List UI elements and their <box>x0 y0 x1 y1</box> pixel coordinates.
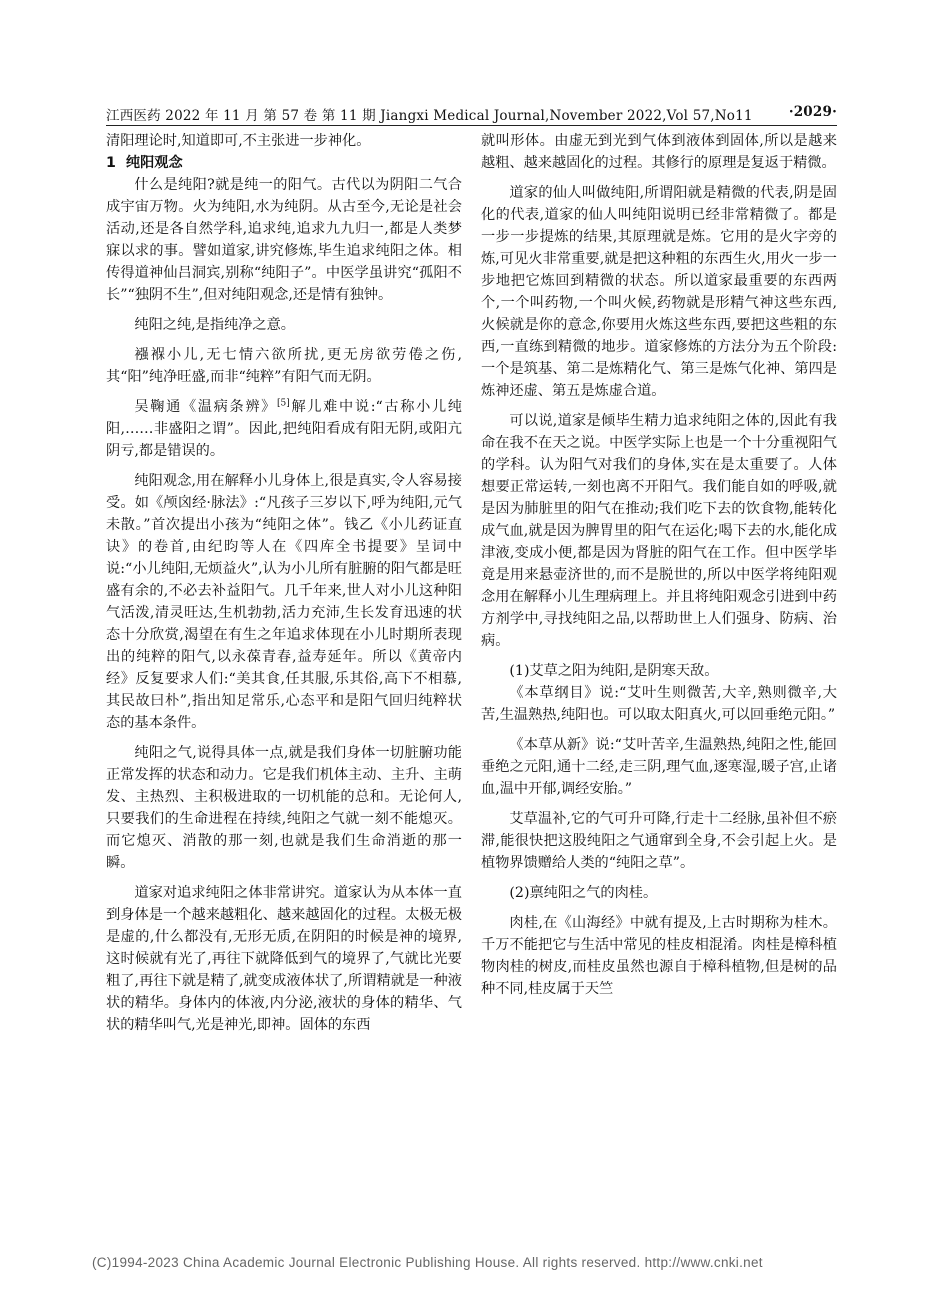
paragraph: 什么是纯阳?就是纯一的阳气。古代以为阴阳二气合成宇宙万物。火为纯阳,水为纯阴。从古至今,无论是社会活动,还是各自然学科,追求纯,追求九九归一,都是人类梦寐以求的事。譬如道家,讲究修炼,毕生追求纯阳之体。相传得道神仙吕洞宾,别称“纯阳子”。中医学虽讲究“孤阳不长”“独阴不生”,但对纯阳观念,还是情有独钟。 <box>106 177 462 303</box>
paragraph <box>106 396 462 462</box>
section-number: 1 <box>106 155 116 171</box>
paragraph: 《本草纲目》说:“艾叶生则微苦,大辛,熟则微辛,大苦,生温熟热,纯阳也。可以取太阳真火,可以回垂绝元阳。” <box>481 685 837 723</box>
citation-text: 解儿难中说:“古称小儿纯阳,……非盛阳之谓”。因此,把纯阳看成有阳无阴,或阳亢阴亏,都是错误的。 <box>106 399 462 459</box>
paragraph: 道家对追求纯阳之体非常讲究。道家认为从本体一直到身体是一个越来越粗化、越来越固化的过程。太极无极是虚的,什么都没有,无形无质,在阴阳的时候是神的境界,这时候就有光了,再往下就降低到气的境界了,气就比光要粗了,再往下就是精了,就变成液体状了,所谓精就是一种液状的精华。身体内的体液,内分泌,液状的身体的精华、气状的精华叫气,光是神光,即神。固体的东西 <box>106 885 462 1033</box>
section-title: 纯阳观念 <box>125 155 183 171</box>
running-header <box>106 104 837 126</box>
paragraph: 《本草从新》说:“艾叶苦辛,生温熟热,纯阳之性,能回垂绝之元阳,通十二经,走三阴,理气血,逐寒湿,暖子宫,止诸血,温中开郁,调经安胎。” <box>481 737 837 797</box>
right-column <box>481 130 837 1000</box>
reference-marker: [5] <box>277 398 290 409</box>
subheading: (2)禀纯阳之气的肉桂。 <box>509 885 658 901</box>
paragraph: 清阳理论时,知道即可,不主张进一步神化。 <box>106 133 371 149</box>
paragraph: 纯阳观念,用在解释小儿身体上,很是真实,令人容易接受。如《颅囟经·脉法》:“凡孩子三岁以下,呼为纯阳,元气未散。”首次提出小孩为“纯阳之体”。钱乙《小儿药证直诀》的卷首,由纪昀等人在《四库全书提要》呈词中说:“小儿纯阳,无烦益火”,认为小儿所有脏腑的阳气都是旺盛有余的,不必去补益阳气。几千年来,世人对小儿这种阳气活泼,清灵旺达,生机勃勃,活力充沛,生长发育迅速的状态十分欣赏,渴望在有生之年追求体现在小儿时期所表现出的纯粹的阳气,以永葆青春,益寿延年。所以《黄帝内经》反复要求人们:“美其食,任其服,乐其俗,高下不相慕,其民故曰朴”,指出知足常乐,心态平和是阳气回归纯粹状态的基本条件。 <box>106 473 462 731</box>
section-heading <box>106 152 462 174</box>
left-column <box>106 130 462 1036</box>
paragraph: 襁褓小儿,无七情六欲所扰,更无房欲劳倦之伤,其“阳”纯净旺盛,而非“纯粹”有阳气而无阴。 <box>106 347 462 385</box>
journal-citation: 江西医药 2022 年 11 月 第 57 卷 第 11 期 Jiangxi Medical Journal,November 2022,Vol 57,No11 <box>106 108 753 124</box>
paragraph: 艾草温补,它的气可升可降,行走十二经脉,虽补但不瘀滞,能很快把这股纯阳之气通窜到全身,不会引起上火。是植物界馈赠给人类的“纯阳之草”。 <box>481 811 837 871</box>
paragraph: 纯阳之纯,是指纯净之意。 <box>134 317 295 333</box>
paragraph: 可以说,道家是倾毕生精力追求纯阳之体的,因此有我命在我不在天之说。中医学实际上也是一个十分重视阳气的学科。认为阳气对我们的身体,实在是太重要了。人体想要正常运转,一刻也离不开阳气。我们能自如的呼吸,就是因为肺脏里的阳气在推动;我们吃下去的饮食物,能转化成气血,就是因为脾胃里的阳气在运化;喝下去的水,能化成津液,变成小便,都是因为肾脏的阳气在工作。但中医学毕竟是用来悬壶济世的,而不是脱世的,所以中医学将纯阳观念用在解释小儿生理病理上。并且将纯阳观念引进到中药方剂学中,寻找纯阳之品,以帮助世上人们强身、防病、治病。 <box>481 413 837 649</box>
paragraph: 肉桂,在《山海经》中就有提及,上古时期称为桂木。千万不能把它与生活中常见的桂皮相混淆。肉桂是樟科植物肉桂的树皮,而桂皮虽然也源自于樟科植物,但是树的品种不同,桂皮属于天竺 <box>481 915 837 997</box>
copyright-footer: (C)1994-2023 China Academic Journal Electronic Publishing House. All rights reserved. http://www.cnki.net <box>92 1255 763 1270</box>
paragraph: 纯阳之气,说得具体一点,就是我们身体一切脏腑功能正常发挥的状态和动力。它是我们机体主动、主升、主萌发、主热烈、主积极进取的一切机能的总和。无论何人,只要我们的生命进程在持续,纯阳之气就一刻不能熄灭。而它熄灭、消散的那一刻,也就是我们生命消逝的那一瞬。 <box>106 745 462 871</box>
page-number: ·2029· <box>788 104 837 120</box>
paragraph: 道家的仙人叫做纯阳,所谓阳就是精微的代表,阴是固化的代表,道家的仙人叫纯阳说明已经非常精微了。都是一步一步提炼的结果,其原理就是炼。它用的是火字旁的炼,可见火非常重要,就是把这种粗的东西生火,用火一步一步地把它炼回到精微的状态。所以道家最重要的东西两个,一个叫药物,一个叫火候,药物就是形精气神这些东西,火候就是你的意念,你要用火炼这些东西,要把这些粗的东西,一直练到精微的地步。道家修炼的方法分为五个阶段:一个是筑基、第二是炼精化气、第三是炼气化神、第四是炼神还虚、第五是炼虚合道。 <box>481 185 837 399</box>
citation-text: 吴鞠通《温病条辨》 <box>134 399 278 415</box>
paragraph: 就叫形体。由虚无到光到气体到液体到固体,所以是越来越粗、越来越固化的过程。其修行的原理是复返于精微。 <box>481 133 837 171</box>
header-divider <box>106 125 837 126</box>
subheading: (1)艾草之阳为纯阳,是阴寒天敌。 <box>509 663 719 679</box>
